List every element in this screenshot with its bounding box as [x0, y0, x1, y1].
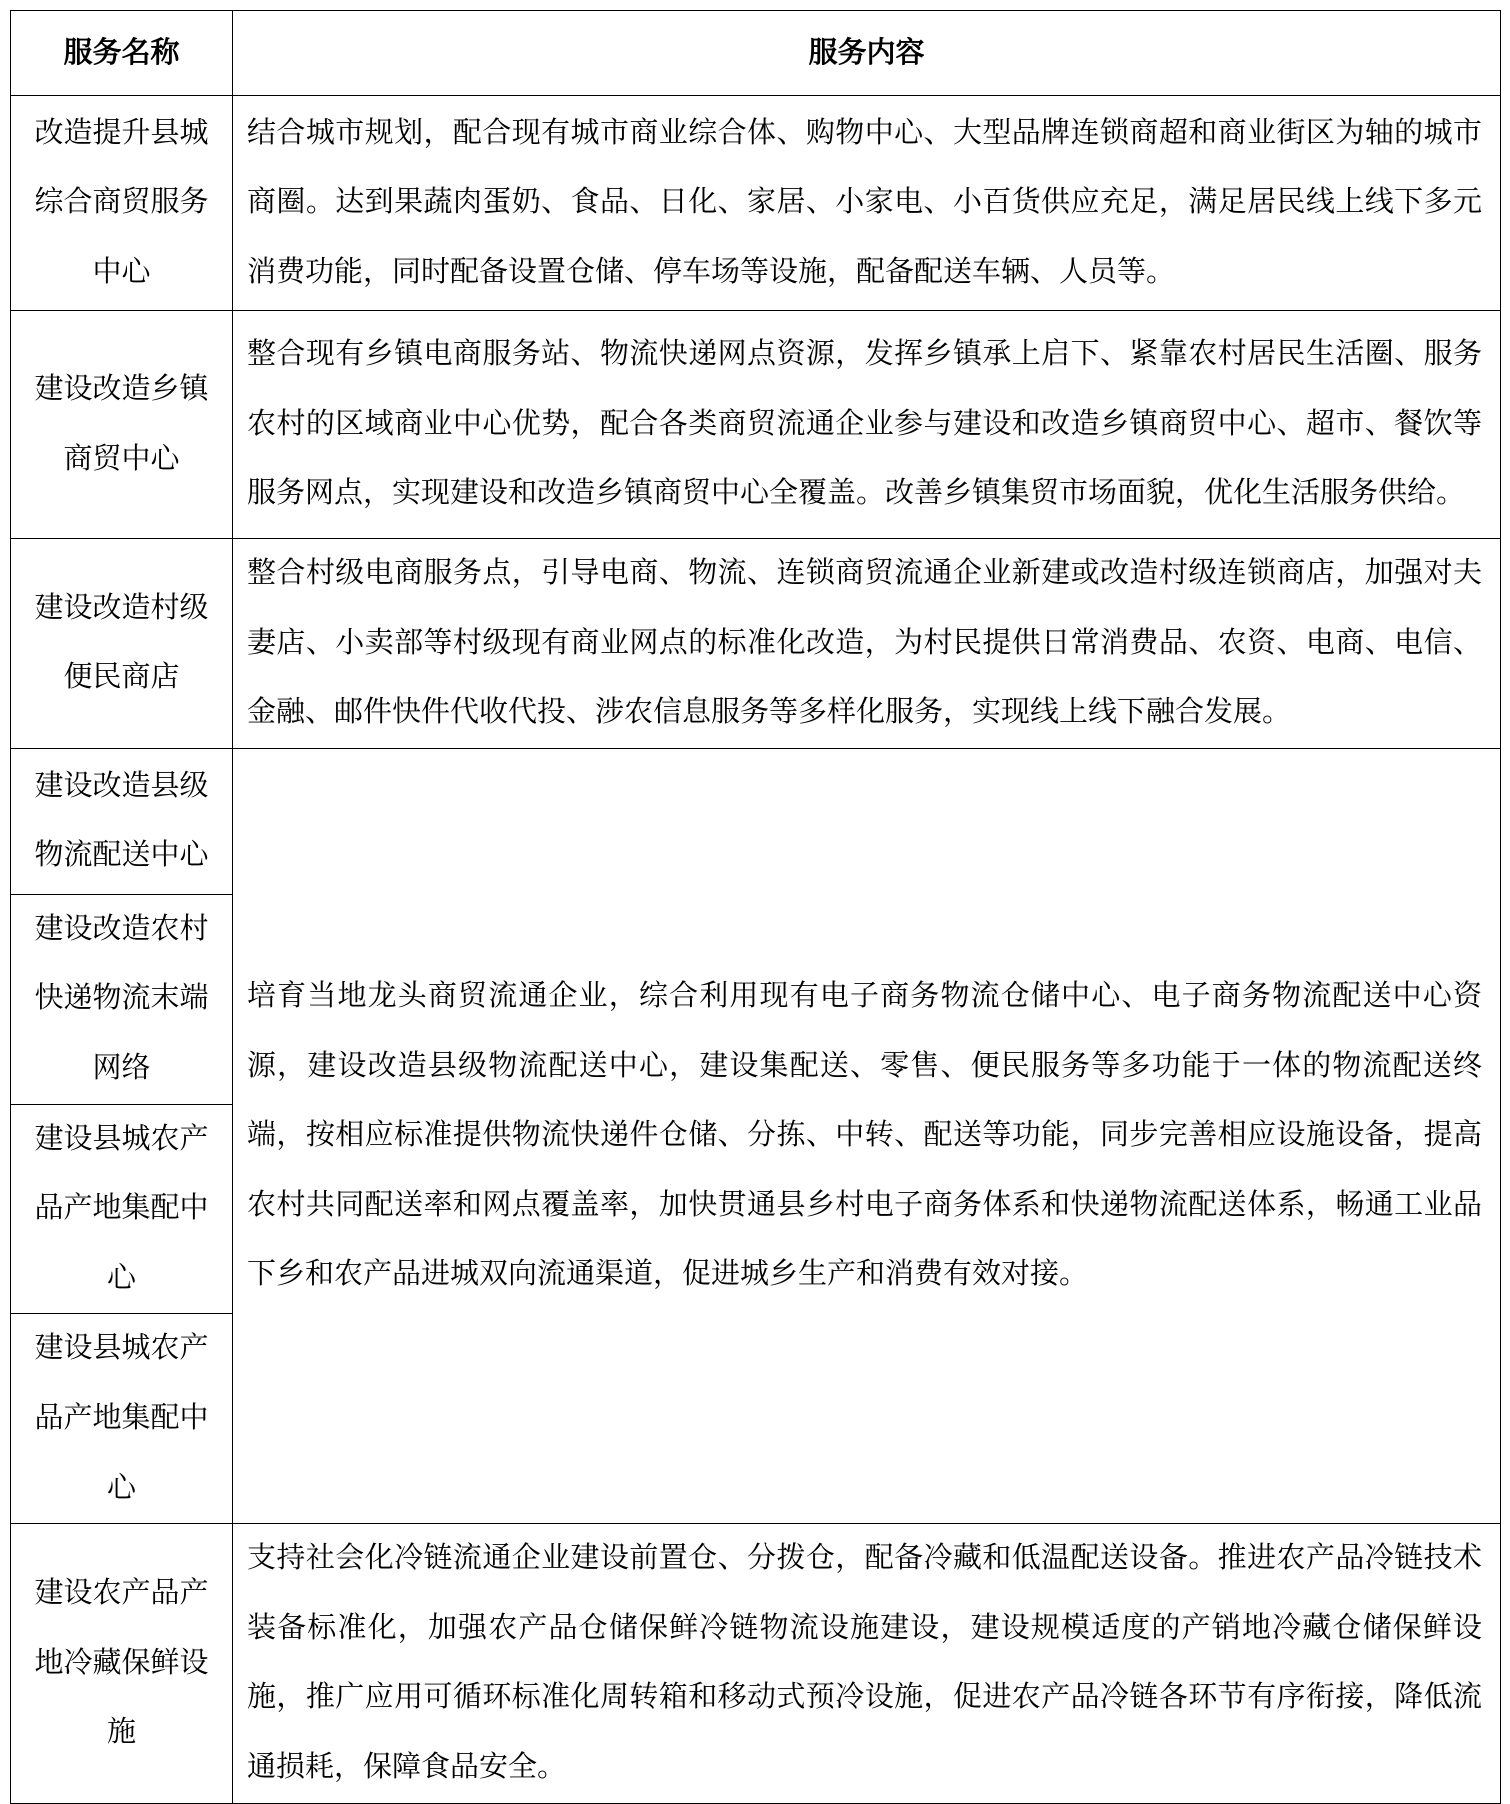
service-name-logistics-center: 建设改造县级物流配送中心: [11, 748, 233, 894]
col-header-service-name: 服务名称: [11, 11, 233, 96]
service-name-county-center: 改造提升县城综合商贸服务中心: [11, 96, 233, 311]
col-header-service-content: 服务内容: [233, 11, 1501, 96]
service-content-logistics-merged: 培育当地龙头商贸流通企业，综合利用现有电子商务物流仓储中心、电子商务物流配送中心资源，建设改造县级物流配送中心，建设集配送、零售、便民服务等多功能于一体的物流配送终端，按相应标准提供物流快递件仓储、分拣、中转、配送等功能，同步完善相应设施设备，提高农村共同配送率和网点覆盖率，加快贯通县乡村电子商务体系和快递物流配送体系，畅通工业品下乡和农产品进城双向流通渠道，促进城乡生产和消费有效对接。: [233, 748, 1501, 1523]
table-row-county-center: [11, 96, 1501, 311]
service-name-cold-chain: 建设农产品产地冷藏保鲜设施: [11, 1524, 233, 1803]
table-row-logistics-center: [11, 748, 1501, 894]
service-name-village-store: 建设改造村级便民商店: [11, 539, 233, 749]
service-name-township-center: 建设改造乡镇商贸中心: [11, 311, 233, 539]
service-content-township-center: 整合现有乡镇电商服务站、物流快递网点资源，发挥乡镇承上启下、紧靠农村居民生活圈、服务农村的区域商业中心优势，配合各类商贸流通企业参与建设和改造乡镇商贸中心、超市、餐饮等服务网点，实现建设和改造乡镇商贸中心全覆盖。改善乡镇集贸市场面貌，优化生活服务供给。: [233, 311, 1501, 539]
service-content-county-center: 结合城市规划，配合现有城市商业综合体、购物中心、大型品牌连锁商超和商业街区为轴的城市商圈。达到果蔬肉蛋奶、食品、日化、家居、小家电、小百货供应充足，满足居民线上线下多元消费功能，同时配备设置仓储、停车场等设施，配备配送车辆、人员等。: [233, 96, 1501, 311]
header-row: [11, 11, 1501, 96]
table-row-village-store: [11, 539, 1501, 749]
service-content-cold-chain: 支持社会化冷链流通企业建设前置仓、分拨仓，配备冷藏和低温配送设备。推进农产品冷链技术装备标准化，加强农产品仓储保鲜冷链物流设施建设，建设规模适度的产销地冷藏仓储保鲜设施，推广应用可循环标准化周转箱和移动式预冷设施，促进农产品冷链各环节有序衔接，降低流通损耗，保障食品安全。: [233, 1524, 1501, 1803]
services-table: [10, 10, 1501, 1804]
table-row-township-center: [11, 311, 1501, 539]
service-name-rural-express: 建设改造农村快递物流末端网络: [11, 894, 233, 1104]
table-row-cold-chain: [11, 1524, 1501, 1803]
service-name-produce-hub-1: 建设县城农产品产地集配中心: [11, 1104, 233, 1314]
service-content-village-store: 整合村级电商服务点，引导电商、物流、连锁商贸流通企业新建或改造村级连锁商店，加强对夫妻店、小卖部等村级现有商业网点的标准化改造，为村民提供日常消费品、农资、电商、电信、金融、邮件快件代收代投、涉农信息服务等多样化服务，实现线上线下融合发展。: [233, 539, 1501, 749]
service-name-produce-hub-2: 建设县城农产品产地集配中心: [11, 1314, 233, 1524]
